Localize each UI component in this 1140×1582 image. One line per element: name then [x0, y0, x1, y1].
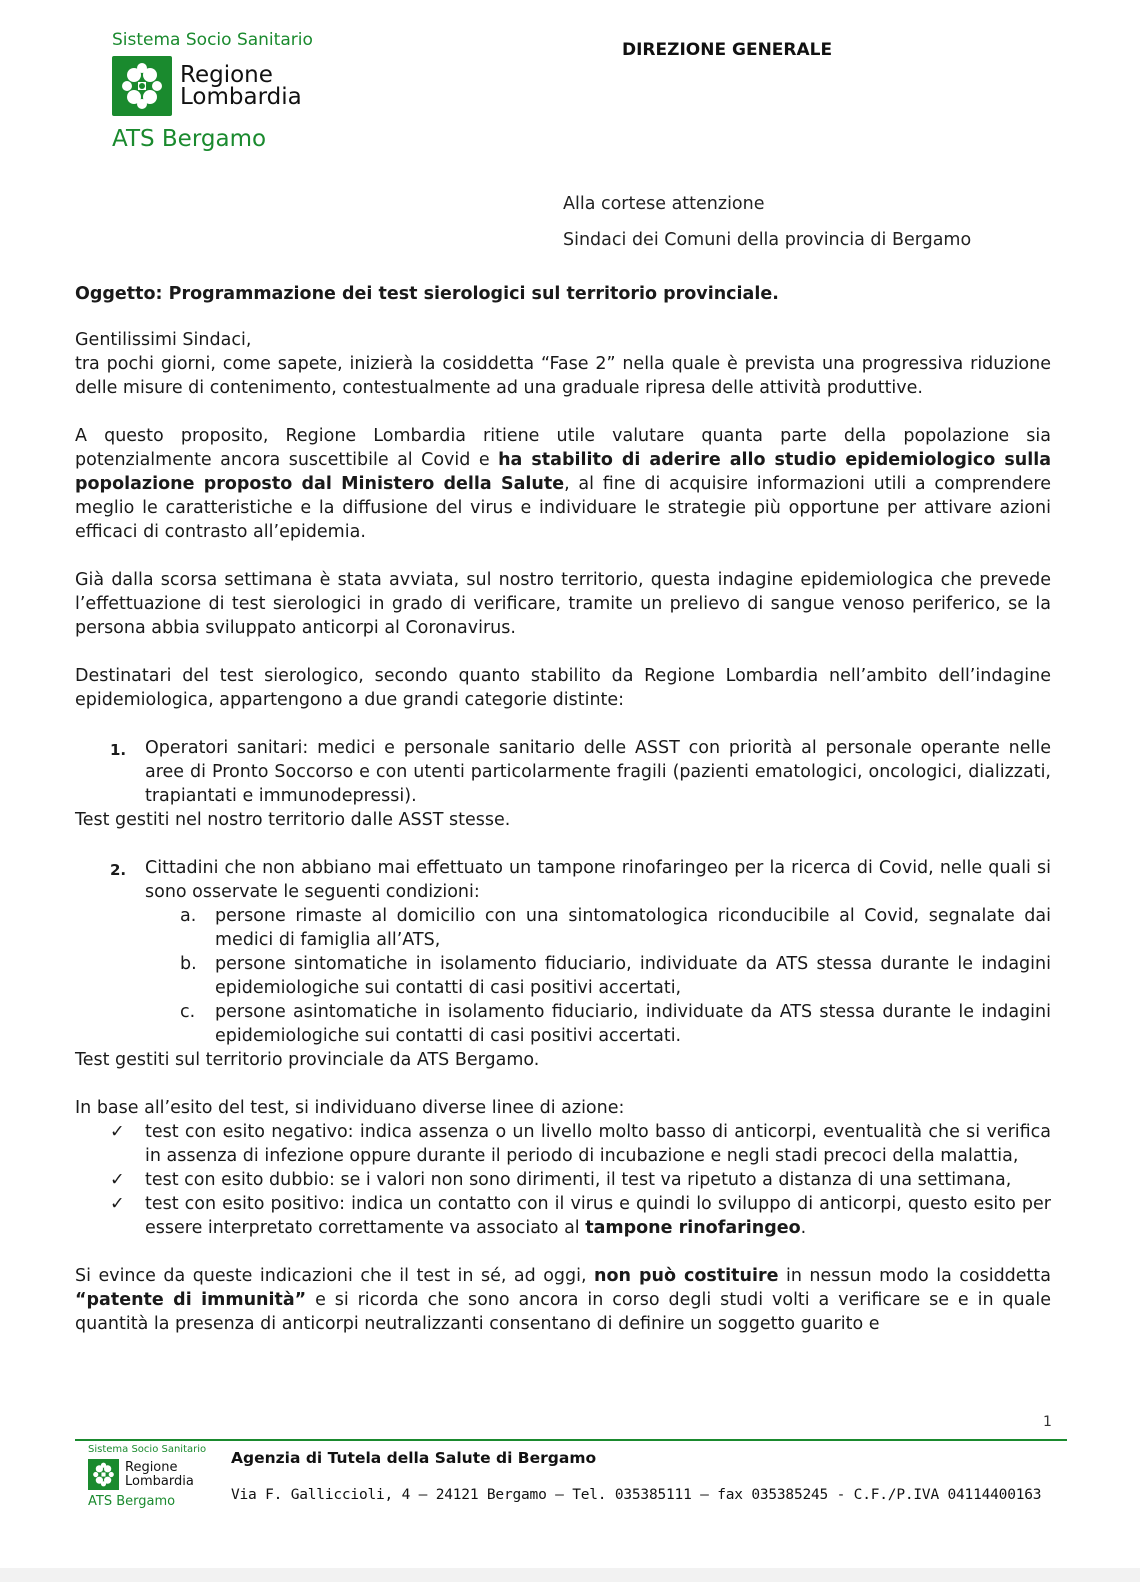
header-logo — [112, 30, 342, 152]
paragraph-6: Si evince da queste indicazioni che il test in sé, ad oggi, non può costituire in nessun modo la cosiddetta “patente di immunità” e si ricorda che sono ancora in corso degli studi volti a verificare se e in quale quantità la presenza di anticorpi neutralizzanti consentano di definire un soggetto guarito e — [75, 1266, 1052, 1334]
list-item-2 — [110, 856, 1051, 904]
check-item-positive: ✓ test con esito positivo: indica un contatto con il virus e quindi lo sviluppo di anticorpi, questo esito per essere interpretato correttamente va associato al tampone rinofaringeo. — [110, 1194, 1051, 1238]
page-bottom-edge — [0, 1568, 1140, 1582]
sub-item-a: a. persone rimaste al domicilio con una sintomatologica riconducibile al Covid, segnalate dai medici di famiglia all’ATS, — [180, 906, 1051, 950]
footer-address: Via F. Galliccioli, 4 – 24121 Bergamo – Tel. 035385111 – fax 035385245 - C.F./P.IVA 04114400163 — [231, 1487, 1042, 1503]
paragraph-5: In base all’esito del test, si individuano diverse linee di azione: — [75, 1098, 625, 1118]
logo-agency-name: ATS Bergamo — [112, 126, 267, 152]
regione-lombardia-rose-icon — [112, 56, 172, 116]
footer-logo-region-name: Regione Lombardia — [125, 1459, 194, 1489]
paragraph-2: A questo proposito, Regione Lombardia ritiene utile valutare quanta parte della popolazione sia potenzialmente ancora suscettibile al Covid e ha stabilito di aderire allo studio epidemiologico sulla popolazione proposto dal Ministero della Salute, al fine di acquisire informazioni utili a comprendere meglio le caratteristiche e la diffusione del virus e individuare le strategie più opportune per attivare azioni efficaci di contrasto all’epidemia. — [75, 426, 1051, 542]
footer-agency-name: Agenzia di Tutela della Salute di Bergamo — [231, 1449, 597, 1467]
logo-system-text: Sistema Socio Sanitario — [112, 30, 313, 50]
list-number: 1. — [110, 741, 127, 759]
greeting: Gentilissimi Sindaci, — [75, 330, 252, 350]
addressee-line-2: Sindaci dei Comuni della provincia di Bergamo — [563, 230, 972, 250]
list-number: 2. — [110, 861, 127, 879]
checkmark-icon: ✓ — [110, 1170, 125, 1190]
subject-line: Oggetto: Programmazione dei test sierologici sul territorio provinciale. — [75, 284, 779, 304]
addressee-line-1: Alla cortese attenzione — [563, 194, 765, 214]
list-item-1-note: Test gestiti nel nostro territorio dalle ASST stesse. — [75, 810, 511, 830]
list-item-text: Cittadini che non abbiano mai effettuato un tampone rinofaringeo per la ricerca di Covid, nelle quali si sono osservate le seguenti condizioni: — [145, 858, 1051, 902]
paragraph-4: Destinatari del test sierologico, secondo quanto stabilito da Regione Lombardia nell’ambito dell’indagine epidemiologica, appartengono a due grandi categorie distinte: — [75, 666, 1051, 710]
footer-logo-system-text: Sistema Socio Sanitario — [88, 1444, 207, 1455]
footer-divider — [75, 1439, 1067, 1441]
paragraph-3: Già dalla scorsa settimana è stata avviata, sul nostro territorio, questa indagine epidemiologica che prevede l’effettuazione di test sierologici in grado di verificare, tramite un prelievo di sangue venoso periferico, se la persona abbia sviluppato anticorpi al Coronavirus. — [75, 570, 1051, 638]
paragraph-1: tra pochi giorni, come sapete, inizierà la cosiddetta “Fase 2” nella quale è prevista una progressiva riduzione delle misure di contenimento, contestualmente ad una graduale ripresa delle attività produttive. — [75, 354, 1051, 398]
regione-lombardia-rose-icon — [88, 1459, 119, 1490]
list-item-text: Operatori sanitari: medici e personale sanitario delle ASST con priorità al personale operante nelle aree di Pronto Soccorso e con utenti particolarmente fragili (pazienti ematologici, oncologici, dializzati, trapiantati e immunodepressi). — [145, 738, 1051, 806]
checkmark-icon: ✓ — [110, 1194, 125, 1214]
check-item-negative: ✓ test con esito negativo: indica assenza o un livello molto basso di anticorpi, eventualità che si verifica in assenza di infezione oppure durante il periodo di incubazione e negli stadi precoci della malattia, — [110, 1122, 1051, 1166]
footer-logo-agency: ATS Bergamo — [88, 1494, 176, 1509]
department-title: DIREZIONE GENERALE — [622, 40, 833, 60]
sub-item-b: b. persone sintomatiche in isolamento fiduciario, individuate da ATS stessa durante le indagini epidemiologiche sui contatti di casi positivi accertati, — [180, 954, 1051, 998]
check-item-doubtful: ✓ test con esito dubbio: se i valori non sono dirimenti, il test va ripetuto a distanza di una settimana, — [110, 1170, 1012, 1190]
addressee-block — [563, 186, 971, 258]
sub-item-c: c. persone asintomatiche in isolamento fiduciario, individuate da ATS stessa durante le indagini epidemiologiche sui contatti di casi positivi accertati. — [180, 1002, 1051, 1046]
letter-body — [75, 282, 1051, 1336]
footer-logo — [88, 1444, 218, 1509]
logo-region-name: Regione Lombardia — [180, 62, 302, 110]
list-item-1 — [110, 736, 1051, 808]
page-number: 1 — [1043, 1414, 1052, 1430]
paragraph-2-bold: ha stabilito di aderire allo studio epidemiologico sulla popolazione proposto dal Ministero della Salute — [75, 450, 1051, 494]
list-item-2-note: Test gestiti sul territorio provinciale da ATS Bergamo. — [75, 1050, 540, 1070]
checkmark-icon: ✓ — [110, 1122, 125, 1142]
